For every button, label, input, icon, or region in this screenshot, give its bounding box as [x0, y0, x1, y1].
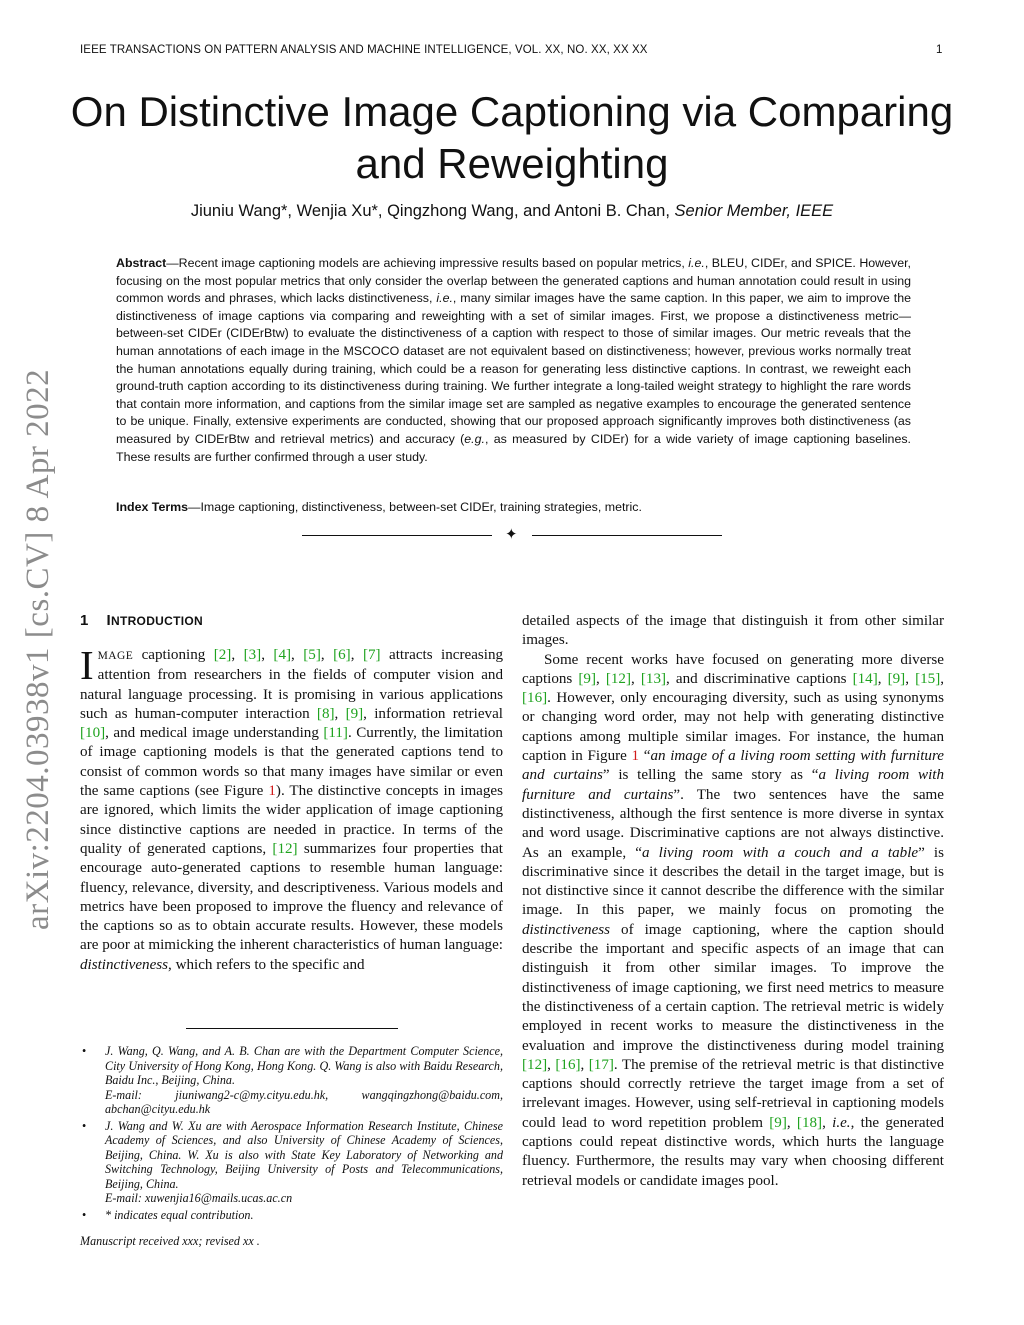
citation-link[interactable]: [18] [796, 1114, 823, 1131]
body-text: ” is discriminative since it describes the detail in the target image, but is not distinctive since it cannot describe the difference with the similar image. In this paper, we mainly focus on promoting the [522, 844, 944, 919]
citation-link[interactable]: [9] [769, 1114, 787, 1131]
section-title-rest: NTRODUCTION [111, 614, 203, 628]
body-text: attracts increasing attention from researchers in the fields of computer vision and natural language processing. It is promising in various applications such as human-computer interaction [80, 647, 504, 722]
citation-link[interactable]: [11] [323, 725, 348, 742]
body-text: , and medical image understanding [105, 725, 324, 742]
section-heading [80, 612, 203, 629]
body-text: , the generated captions could repeat distinctive words, which hurts the language fluency. Furthermore, the results may vary when choosing different retrieval models or candidate images pool. [522, 1114, 945, 1189]
citation-link[interactable]: [2] [213, 647, 232, 663]
citation-link[interactable]: [16] [522, 690, 548, 707]
body-text: Some recent works have focused on generating more diverse captions [522, 651, 944, 687]
footnote-item [80, 1208, 503, 1223]
body-text: , which refers to the specific and [168, 956, 365, 973]
quoted-caption: an image of a living room setting with furniture and curtains [522, 748, 944, 784]
body-text: captioning [133, 647, 214, 663]
body-text: . However, only encouraging diversity, such as using synonyms or changing word order, may not help with generating distinctive captions among multiple similar images. For instance, the human caption in Figure [522, 690, 944, 765]
emphasis: i.e. [832, 1114, 851, 1131]
body-text: ” is telling the same story as “ [602, 767, 819, 784]
citation-link[interactable]: [13] [640, 670, 667, 687]
paragraph [522, 612, 944, 651]
quoted-caption: a living room with furniture and curtains [522, 767, 945, 803]
footnote-rule [186, 1028, 398, 1029]
footnote-text: * indicates equal contribution. [105, 1207, 254, 1222]
citation-link[interactable]: [5] [303, 647, 321, 663]
body-text: , information retrieval [363, 705, 503, 722]
smallcaps-word: MAGE [97, 650, 134, 662]
bullet-icon: • [82, 1044, 87, 1058]
citation-link[interactable]: [8] [316, 705, 335, 722]
body-text: summarizes four properties that encourage auto-generated captions to resemble human language: fluency, relevance, diversity, and descriptiveness. Various models and metrics have been proposed to improve the fluency and relevance of the captions so as to obtain accurate results. However, these models are poor at mimicking the inherent characteristics of human language: [80, 840, 503, 954]
author-line [0, 202, 1024, 221]
figure-link[interactable]: 1 [631, 748, 640, 765]
citation-link[interactable]: [3] [243, 647, 262, 663]
citation-link[interactable]: [4] [273, 647, 292, 663]
emphasis: distinctiveness [522, 921, 611, 938]
footnote-item [80, 1119, 503, 1206]
footnote-email: E-mail: jiuniwang2-c@my.cityu.edu.hk, wangqingzhong@baidu.com, abchan@cityu.edu.hk [105, 1087, 503, 1116]
author-membership: Senior Member, IEEE [674, 202, 834, 220]
footnotes [80, 1044, 503, 1224]
author-names: Jiuniu Wang*, Wenjia Xu*, Qingzhong Wang, and Antoni B. Chan, [190, 202, 670, 220]
abstract-ie: i.e. [436, 291, 453, 306]
drop-cap: I [80, 642, 94, 688]
citation-link[interactable]: [16] [555, 1056, 581, 1073]
citation-link[interactable]: [6] [333, 647, 351, 663]
abstract-text: —Recent image captioning models are achieving impressive results based on popular metrics, [166, 256, 689, 270]
citation-link[interactable]: [14] [852, 670, 878, 687]
citation-link[interactable]: [12] [605, 670, 632, 687]
separator-diamond-icon: ✦ [505, 527, 518, 543]
separator-rule-left [302, 535, 492, 536]
citation-link[interactable]: [10] [80, 725, 106, 742]
separator-rule-right [532, 535, 722, 536]
citation-link[interactable]: [15] [915, 670, 941, 687]
body-text: . The premise of the retrieval metric is that distinctive captions should correctly retrieve the target image from a set of irrelevant images. However, using self-retrieval in captioning models could lead to word repetition problem [522, 1056, 945, 1131]
body-text: , and discriminative captions [666, 670, 853, 687]
citation-link[interactable]: [17] [588, 1056, 614, 1073]
footnote-item [80, 1044, 503, 1117]
index-terms-text: —Image captioning, distinctiveness, between-set CIDEr, training strategies, metric. [188, 500, 642, 514]
abstract-text: , BLEU, CIDEr, and SPICE. However, focusing on the most popular metrics that only consider the overlap between the generated captions and human annotation could result in using common words and phrases, which lacks distinctiveness, [116, 256, 911, 306]
abstract-label: Abstract [116, 256, 167, 270]
footnote-text: J. Wang and W. Xu are with Aerospace Information Research Institute, Chinese Academy of Sciences, and also University of Chinese Academy of Sciences, Beijing, China. W. Xu is also with State Key Laboratory of Networking and Switching Technology, Beijing University of Posts and Telecommunications, Beijing, China. [105, 1118, 503, 1191]
abstract [116, 255, 911, 466]
citation-link[interactable]: [7] [362, 647, 381, 663]
page-number: 1 [936, 44, 943, 56]
section-initial: I [106, 612, 111, 629]
abstract-text: , many similar images have the same caption. In this paper, we aim to improve the distinctiveness of image captions via comparing and reweighting with a set of similar images. First, we propose a distinctiveness metric—between-set CIDEr (CIDErBtw) to evaluate the distinctiveness of a caption with respect to those of similar images. Our metric reveals that the human annotations of each image in the MSCOCO dataset are not equivalent based on distinctiveness; however, previous works normally treat the human annotations equally during training, which could be a reason for generating less distinctive captions. In contrast, we reweight each ground-truth caption according to its distinctiveness during training. We further integrate a long-tailed weight strategy to highlight the rare words that contain more information, and captions from the similar image set are sampled as negative examples to encourage the generated sentence to be unique. Finally, extensive experiments are conducted, showing that our proposed approach significantly improves both distinctiveness (as measured by CIDErBtw and retrieval metrics) and accuracy ( [116, 291, 911, 446]
quoted-caption: a living room with a couch and a table [641, 844, 919, 861]
citation-link[interactable]: [12] [272, 840, 298, 857]
bullet-icon: • [82, 1207, 87, 1222]
footnote-email: E-mail: xuwenjia16@mails.ucas.ac.cn [105, 1191, 293, 1205]
title-line-1: On Distinctive Image Captioning via Comparing [70, 88, 954, 135]
bullet-icon: • [82, 1118, 87, 1133]
body-text: ). The distinctive concepts in images are ignored, which limits the wider application of image captioning since distinctive captions are needed in practice. In terms of the quality of generated captions, [80, 783, 504, 857]
citation-link[interactable]: [9] [578, 670, 596, 687]
footnote-text: J. Wang, Q. Wang, and A. B. Chan are with the Department Computer Science, City University of Hong Kong, Hong Kong. Q. Wang is also with Baidu Research, Baidu Inc., Beijing, China. [105, 1044, 503, 1087]
body-text: . Currently, the limitation of image captioning models is that the generated captions tend to consist of common words so that many images have similar or even the same captions (see Figure [80, 725, 503, 800]
manuscript-note: Manuscript received xxx; revised xx . [80, 1234, 260, 1248]
title-line-2: and Reweighting [355, 140, 669, 187]
abstract-text: , as measured by CIDEr) for a wide variety of image captioning baselines. These results are further confirmed through a user study. [116, 431, 911, 464]
running-head: IEEE TRANSACTIONS ON PATTERN ANALYSIS AND MACHINE INTELLIGENCE, VOL. XX, NO. XX, XX XX [80, 44, 648, 56]
index-terms-label: Index Terms [116, 500, 189, 514]
body-text: detailed aspects of the image that distinguish it from other similar images. [522, 613, 944, 649]
paragraph: Some recent works have focused on generating more diverse captions [9], [12], [13], and discriminative captions [14], [9], [15], [16]. However, only encouraging diversity, such as using synonyms or changing word order, may not help with generating distinctive captions among multiple similar images. For instance, the human caption in Figure 1 “an image of a living room setting with furniture and curtains” is telling the same story as “a living room with furniture and curtains”. The two sentences have the same distinctiveness, although the first sentence is more diverse in syntax and word usage. Discriminative captions are not always distinctive. As an example, “a living room with a couch and a table” is discriminative since it describes the detail in the target image, but is not distinctive since it cannot describe the difference with the similar image. In this paper, we mainly focus on promoting the distinctiveness of image captioning, where the caption should describe the important and specific aspects of an image that can distinguish it from other similar images. To improve the distinctiveness of image captioning, we first need metrics to measure the distinctiveness of a certain caption. The retrieval metric is widely employed in recent works to measure the distinctiveness in the evaluation and improve the distinctiveness during model training [12], [16], [17]. The premise of the retrieval metric is that distinctive captions should correctly retrieve the target image from a set of irrelevant images. However, using self-retrieval in captioning models could lead to word repetition problem [9], [18], i.e., the generated captions could repeat distinctive words, which hurts the language fluency. Furthermore, the results may vary when choosing different retrieval models or candidate images pool. [522, 651, 945, 1189]
body-text: ”. The two sentences have the same distinctiveness, although the first sentence is more diverse in syntax and word usage. Discriminative captions are not always distinctive. As an example, “ [522, 786, 944, 861]
figure-link[interactable]: 1 [268, 783, 276, 800]
index-terms [116, 500, 911, 514]
paper-title [0, 86, 1024, 190]
body-text: “ [639, 748, 651, 765]
citation-link[interactable]: [9] [345, 705, 364, 722]
citation-link[interactable]: [9] [887, 670, 906, 687]
emphasis: distinctiveness [80, 956, 169, 973]
arxiv-stamp: arXiv:2204.03938v1 [cs.CV] 8 Apr 2022 [20, 368, 56, 930]
body-text: of image captioning, where the caption should describe the important and specific aspects of an image that can distinguish it from other similar images. To improve the distinctiveness of image captioning, we first need metrics to measure the distinctiveness of a certain caption. The retrieval metric is widely employed in recent works to measure the distinctiveness in the evaluation and improve the distinctiveness during model training [522, 921, 944, 1054]
citation-link[interactable]: [12] [522, 1056, 548, 1073]
abstract-ie: i.e. [688, 256, 705, 270]
left-column-text: IMAGE captioning [2], [3], [4], [5], [6], [7] attracts increasing attention from researchers in the fields of computer vision and natural language processing. It is promising in various applications such as human-computer interaction [8], [9], information retrieval [10], and medical image understanding [11]. Currently, the limitation of image captioning models is that the generated captions tend to consist of common words so that many images have similar or even the same captions (see Figure 1). The distinctive concepts in images are ignored, which limits the wider application of image captioning since distinctive captions are needed in practice. In terms of the quality of generated captions, [12] summarizes four properties that encourage auto-generated captions to resemble human language: fluency, relevance, diversity, and descriptiveness. Various models and metrics have been proposed to improve the fluency and relevance of the captions so as to obtain accurate results. However, these models are poor at mimicking the inherent characteristics of human language: distinctiveness, which refers to the specific and [80, 642, 504, 973]
abstract-eg: e.g. [464, 431, 485, 446]
section-number: 1 [80, 612, 89, 629]
right-column-text [522, 612, 944, 1191]
